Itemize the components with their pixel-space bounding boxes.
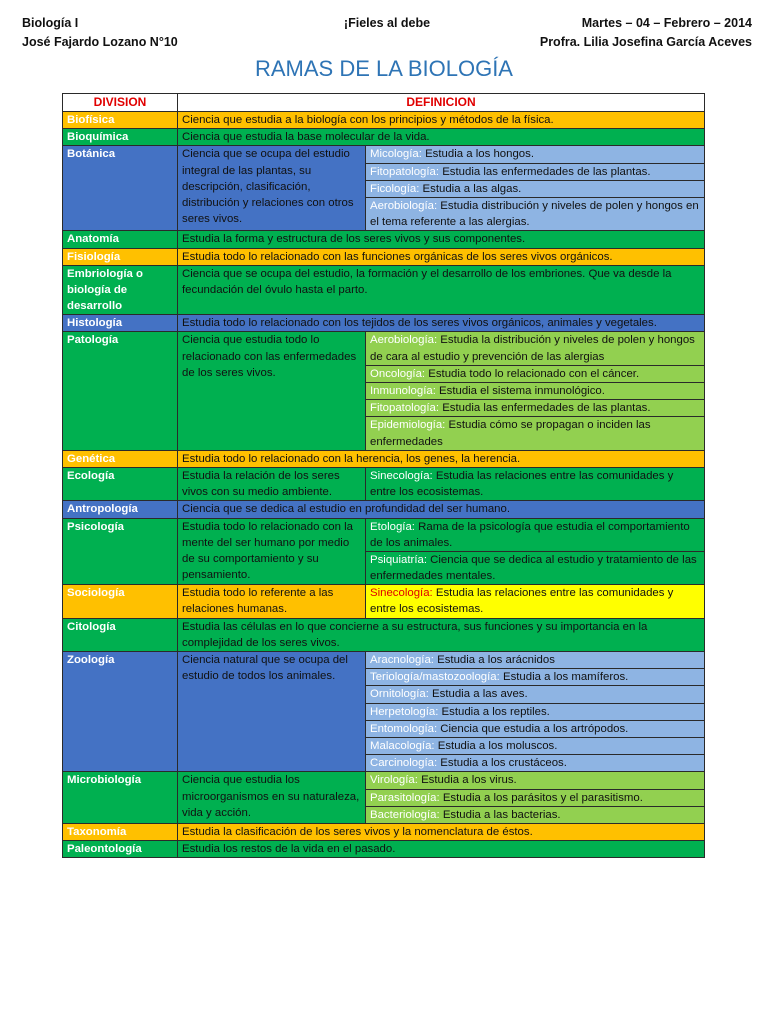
biology-branches-table [62,93,705,858]
sub-branch-text: Estudia las enfermedades de las plantas. [439,402,651,415]
sub-branch-term: Oncología: [370,367,426,380]
sub-branch-text: Estudia las relaciones entre las comunidades y entre los ecosistemas. [370,469,674,499]
table-row [63,501,705,518]
table-row [63,467,705,500]
sub-branch-cell [366,585,705,618]
division-cell: Microbiología [63,772,178,824]
definition-cell: Estudia todo lo relacionado con la mente del ser humano por medio de su comportamiento y su pensamiento. [178,518,366,585]
table-row [63,112,705,129]
sub-branch-term: Sinecología: [370,587,433,600]
sub-branch-cell [366,551,705,584]
division-cell: Botánica [63,146,178,231]
definition-cell: Ciencia que estudia los microorganismos en su naturaleza, vida y acción. [178,772,366,824]
definition-cell: Estudia las células en lo que concierne a su estructura, sus funciones y su importancia en la complejidad de los seres vivos. [178,618,705,651]
definition-cell: Ciencia natural que se ocupa del estudio de todos los animales. [178,652,366,772]
table-row [63,618,705,651]
sub-branch-text: Rama de la psicología que estudia el comportamiento de los animales. [370,520,690,549]
sub-branch-cell [366,703,705,720]
header-definicion: DEFINICION [178,94,705,112]
table-row [63,772,705,789]
sub-branch-term: Ficología: [370,182,420,195]
sub-branch-term: Fitopatología: [370,402,440,415]
sub-branch-cell [366,417,705,450]
division-cell: Fisiología [63,248,178,265]
sub-branch-text: Ciencia que estudia a los artrópodos. [437,722,629,735]
division-cell: Taxonomía [63,823,178,840]
definition-cell: Estudia los restos de la vida en el pasado. [178,841,705,858]
sub-branch-cell [366,669,705,686]
definition-cell: Estudia la forma y estructura de los seres vivos y sus componentes. [178,231,705,248]
sub-branch-text: Ciencia que se dedica al estudio y tratamiento de las enfermedades mentales. [370,553,697,583]
sub-branch-term: Micología: [370,148,422,161]
sub-branch-term: Carcinología: [370,757,438,770]
division-cell: Anatomía [63,231,178,248]
sub-branch-cell [366,652,705,669]
sub-branch-cell [366,163,705,180]
table-row [63,129,705,146]
definition-cell: Estudia la clasificación de los seres vivos y la nomenclatura de éstos. [178,823,705,840]
definition-cell: Ciencia que se dedica al estudio en profundidad del ser humano. [178,501,705,518]
sub-branch-cell [366,467,705,500]
definition-cell: Ciencia que se ocupa del estudio integral de las plantas, su descripción, clasificación, distribución y relaciones con otros seres vivos. [178,146,366,231]
sub-branch-cell [366,720,705,737]
sub-branch-cell [366,755,705,772]
definition-cell: Ciencia que se ocupa del estudio, la formación y el desarrollo de los embriones. Que va desde la fecundación del óvulo hasta el parto. [178,265,705,315]
sub-branch-cell [366,365,705,382]
sub-branch-term: Fitopatología: [370,165,440,178]
header-division: DIVISION [63,94,178,112]
sub-branch-text: Estudia cómo se propagan o inciden las enfermedades [370,419,651,448]
sub-branch-term: Herpetología: [370,705,439,718]
division-cell: Genética [63,450,178,467]
sub-branch-term: Inmunología: [370,385,436,398]
division-cell: Paleontología [63,841,178,858]
division-cell: Ecología [63,467,178,500]
sub-branch-text: Estudia las relaciones entre las comunidades y entre los ecosistemas. [370,587,674,616]
page-title: RAMAS DE LA BIOLOGÍA [255,56,513,81]
sub-branch-cell [366,400,705,417]
sub-branch-term: Ornitología: [370,688,429,701]
table-row [63,315,705,332]
table-row [63,585,705,618]
page-header [22,16,752,56]
sub-branch-term: Psiquiatría: [370,553,427,566]
sub-branch-term: Aerobiología: [370,334,438,347]
sub-branch-term: Parasitología: [370,791,440,804]
header-center: ¡Fieles al debe [343,16,431,30]
division-cell: Histología [63,315,178,332]
sub-branch-cell [366,146,705,163]
division-cell: Patología [63,332,178,450]
definition-cell: Estudia todo lo relacionado con los tejidos de los seres vivos orgánicos, animales y vegetales. [178,315,705,332]
division-cell: Zoología [63,652,178,772]
definition-cell: Ciencia que estudia la base molecular de la vida. [178,129,705,146]
definition-cell: Estudia todo lo relacionado con la herencia, los genes, la herencia. [178,450,705,467]
sub-branch-text: Estudia a las algas. [419,182,522,195]
definition-cell: Estudia la relación de los seres vivos con su medio ambiente. [178,467,366,500]
sub-branch-cell [366,518,705,551]
sub-branch-term: Virología: [370,774,418,787]
sub-branch-term: Sinecología: [370,469,433,482]
teacher-name: Profra. Lilia Josefina García Aceves [539,35,752,49]
sub-branch-text: Estudia a los reptiles. [438,705,550,718]
division-cell: Biofísica [63,112,178,129]
table-row [63,146,705,163]
sub-branch-text: Estudia a los virus. [417,774,517,787]
sub-branch-text: Estudia a los arácnidos [433,654,555,667]
sub-branch-term: Epidemiología: [370,419,446,432]
division-cell: Embriología o biología de desarrollo [63,265,178,315]
table-row [63,652,705,669]
division-cell: Sociología [63,585,178,618]
sub-branch-cell [366,789,705,806]
sub-branch-text: Estudia distribución y niveles de polen y hongos en el tema referente a las alergias. [370,199,699,229]
sub-branch-text: Estudia las enfermedades de las plantas. [439,165,651,178]
sub-branch-term: Aracnología: [370,654,434,667]
sub-branch-cell [366,383,705,400]
division-cell: Citología [63,618,178,651]
table-row [63,823,705,840]
sub-branch-text: Estudia el sistema inmunológico. [435,385,605,398]
sub-branch-cell [366,772,705,789]
table-row [63,518,705,551]
sub-branch-text: Estudia a los hongos. [421,148,535,161]
table-row [63,841,705,858]
sub-branch-text: Estudia a los moluscos. [434,739,558,752]
sub-branch-term: Etología: [370,520,415,533]
sub-branch-cell [366,332,705,365]
sub-branch-text: Estudia a los parásitos y el parasitismo. [439,791,643,804]
student-name: José Fajardo Lozano N°10 [22,35,178,49]
sub-branch-text: Estudia a las bacterias. [439,808,561,821]
sub-branch-text: Estudia a las aves. [428,688,528,701]
sub-branch-cell [366,197,705,230]
sub-branch-cell [366,806,705,823]
sub-branch-text: Estudia a los crustáceos. [437,757,567,770]
sub-branch-term: Aerobiología: [370,199,438,212]
definition-cell: Estudia todo lo referente a las relaciones humanas. [178,585,366,618]
division-cell: Antropología [63,501,178,518]
sub-branch-text: Estudia la distribución y niveles de polen y hongos de cara al estudio y prevención de las alergias [370,334,695,363]
division-cell: Bioquímica [63,129,178,146]
sub-branch-cell [366,737,705,754]
division-cell: Psicología [63,518,178,585]
sub-branch-term: Malacología: [370,739,435,752]
table-header-row [63,94,705,112]
table-row [63,332,705,365]
sub-branch-term: Bacteriología: [370,808,440,821]
definition-cell: Ciencia que estudia a la biología con los principios y métodos de la física. [178,112,705,129]
table-row [63,231,705,248]
table-row [63,450,705,467]
date: Martes – 04 – Febrero – 2014 [581,16,752,30]
table-row [63,265,705,315]
sub-branch-term: Teriología/mastozoología: [370,671,500,684]
sub-branch-term: Entomología: [370,722,438,735]
sub-branch-text: Estudia todo lo relacionado con el cáncer. [425,367,640,380]
course-name: Biología I [22,16,79,30]
sub-branch-cell [366,686,705,703]
definition-cell: Ciencia que estudia todo lo relacionado con las enfermedades de los seres vivos. [178,332,366,450]
definition-cell: Estudia todo lo relacionado con las funciones orgánicas de los seres vivos orgánicos. [178,248,705,265]
sub-branch-cell [366,180,705,197]
sub-branch-text: Estudia a los mamíferos. [499,671,629,684]
table-row [63,248,705,265]
